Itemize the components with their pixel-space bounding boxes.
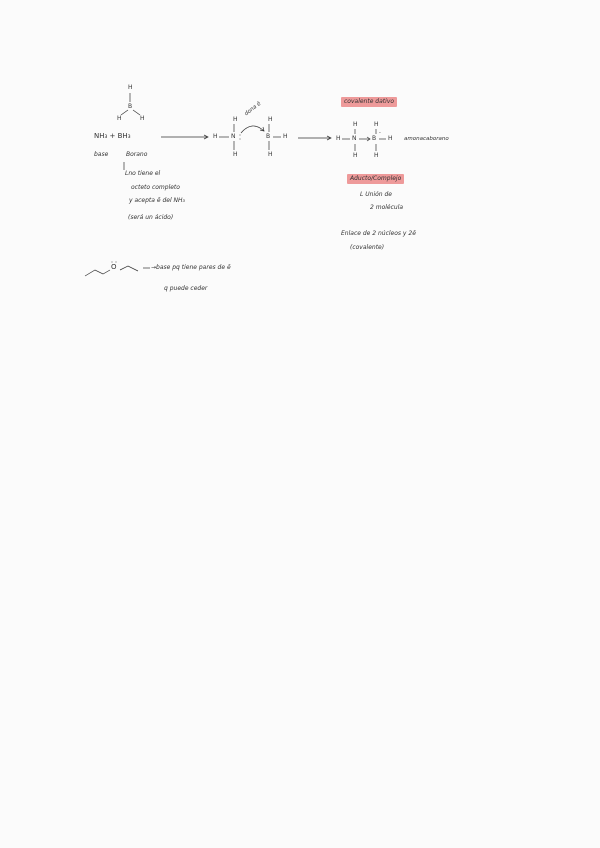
int-h-n-top: H — [233, 116, 238, 123]
bh3-b-atom: B — [128, 103, 133, 110]
bond-b-h-left — [121, 110, 128, 115]
ether-left-chain — [85, 270, 110, 276]
ether-right-chain — [120, 266, 138, 271]
product-name: amonacaborano — [404, 136, 449, 142]
reactants-formula: NH₃ + BH₃ — [94, 132, 131, 140]
bh3-h-right: H — [140, 115, 145, 122]
bond-prod-dative-head — [367, 137, 370, 141]
borane-note-line1: Lno tiene el — [125, 170, 161, 177]
adduct-complex-highlight: Aducto/Complejo — [347, 174, 404, 184]
prod-h-n-bottom: H — [353, 152, 358, 159]
prod-n-atom: N — [352, 135, 357, 142]
prod-h-b-top: H — [374, 121, 379, 128]
lone-pair-dot-2 — [240, 139, 241, 140]
prod-h-n-top: H — [353, 121, 358, 128]
ether-note-line2: q puede ceder — [164, 285, 208, 292]
base-label: base — [94, 151, 109, 158]
bond-note-line2: (covalente) — [350, 244, 385, 251]
electron-arrow — [241, 126, 264, 133]
donates-electrons-label: dona ē — [243, 100, 263, 118]
borane-note-line3: y acepta ē del NH₃ — [129, 197, 185, 204]
int-h-n-bottom: H — [233, 151, 238, 158]
prod-b-charge: - — [379, 130, 381, 136]
ether-note-line1: →base pq tiene pares de ē — [151, 264, 231, 271]
borane-label: Borano — [126, 151, 148, 158]
lone-pair-dot-1 — [240, 135, 241, 136]
prod-h-b-right: H — [388, 135, 393, 142]
prod-h-left: H — [336, 135, 341, 142]
int-b-atom: B — [266, 133, 271, 140]
int-h-left: H — [213, 133, 218, 140]
bh3-h-top: H — [128, 84, 133, 91]
bond-b-h-right — [133, 110, 140, 115]
int-h-b-right: H — [283, 133, 288, 140]
ether-o-atom: O — [111, 263, 117, 271]
int-n-atom: N — [231, 133, 236, 140]
prod-h-b-bottom: H — [374, 152, 379, 159]
bond-note-line1: Enlace de 2 núcleos y 2ē — [341, 230, 416, 237]
borane-note-line2: octeto completo — [131, 184, 180, 191]
union-note-line2: 2 molécula — [370, 204, 404, 211]
covalent-dative-highlight: covalente dativo — [341, 97, 397, 107]
borane-note-line4: (será un ácido) — [128, 214, 174, 221]
union-note-line1: L Unión de — [360, 191, 392, 198]
prod-b-atom: B — [372, 135, 377, 142]
int-h-b-bottom: H — [268, 151, 273, 158]
reaction-arrow-1-head — [204, 135, 208, 139]
int-h-b-top: H — [268, 116, 273, 123]
reaction-arrow-2-head — [327, 136, 331, 140]
electron-arrow-head — [260, 127, 264, 131]
bh3-h-left: H — [117, 115, 122, 122]
